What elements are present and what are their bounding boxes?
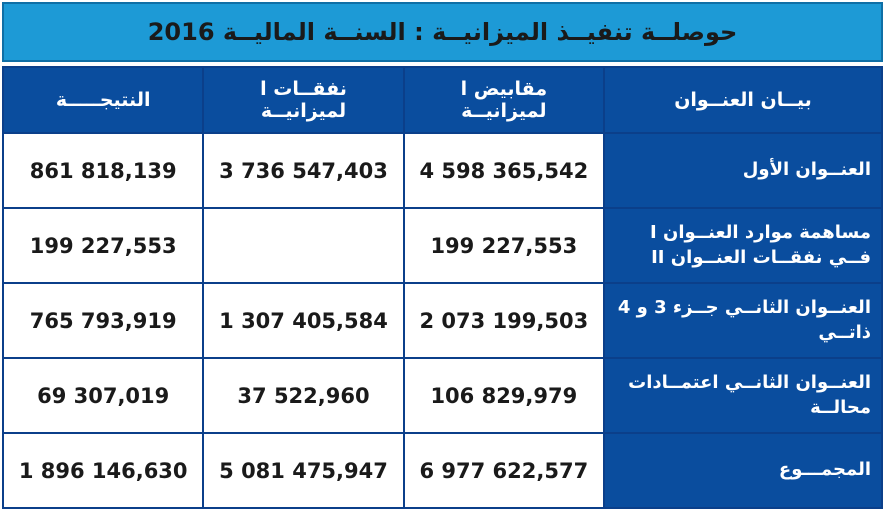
cell-expenses: 1 307 405,584 xyxy=(203,283,403,358)
page-title: حوصلــة تنفيــذ الميزانيــة : السنــة الماليــة 2016 xyxy=(2,2,883,62)
table-row-total xyxy=(3,433,882,508)
cell-expenses xyxy=(203,208,403,283)
header-receipts: مقابيض ا لميزانيــة xyxy=(404,67,604,133)
header-expenses: نفقــات ا لميزانيــة xyxy=(203,67,403,133)
header-result: النتيجـــــة xyxy=(3,67,203,133)
cell-expenses: 5 081 475,947 xyxy=(203,433,403,508)
cell-result: 765 793,919 xyxy=(3,283,203,358)
budget-table xyxy=(2,66,883,509)
header-label: بيــان العنــوان xyxy=(604,67,882,133)
cell-result: 1 896 146,630 xyxy=(3,433,203,508)
table-row xyxy=(3,133,882,208)
cell-expenses: 3 736 547,403 xyxy=(203,133,403,208)
cell-receipts: 2 073 199,503 xyxy=(404,283,604,358)
row-label: العنــوان الثانــي اعتمــادات محالــة xyxy=(604,358,882,433)
cell-result: 69 307,019 xyxy=(3,358,203,433)
cell-receipts: 4 598 365,542 xyxy=(404,133,604,208)
row-label: المجمـــوع xyxy=(604,433,882,508)
cell-receipts: 6 977 622,577 xyxy=(404,433,604,508)
table-header-row xyxy=(3,67,882,133)
cell-receipts: 199 227,553 xyxy=(404,208,604,283)
table-row xyxy=(3,208,882,283)
cell-expenses: 37 522,960 xyxy=(203,358,403,433)
table-row xyxy=(3,358,882,433)
row-label: مساهمة موارد العنــوان I فــي نفقــات العنــوان II xyxy=(604,208,882,283)
budget-summary-panel xyxy=(2,2,883,507)
table-row xyxy=(3,283,882,358)
cell-result: 199 227,553 xyxy=(3,208,203,283)
cell-receipts: 106 829,979 xyxy=(404,358,604,433)
row-label: العنــوان الأول xyxy=(604,133,882,208)
cell-result: 861 818,139 xyxy=(3,133,203,208)
row-label: العنــوان الثانــي جــزء 3 و 4 ذاتــي xyxy=(604,283,882,358)
